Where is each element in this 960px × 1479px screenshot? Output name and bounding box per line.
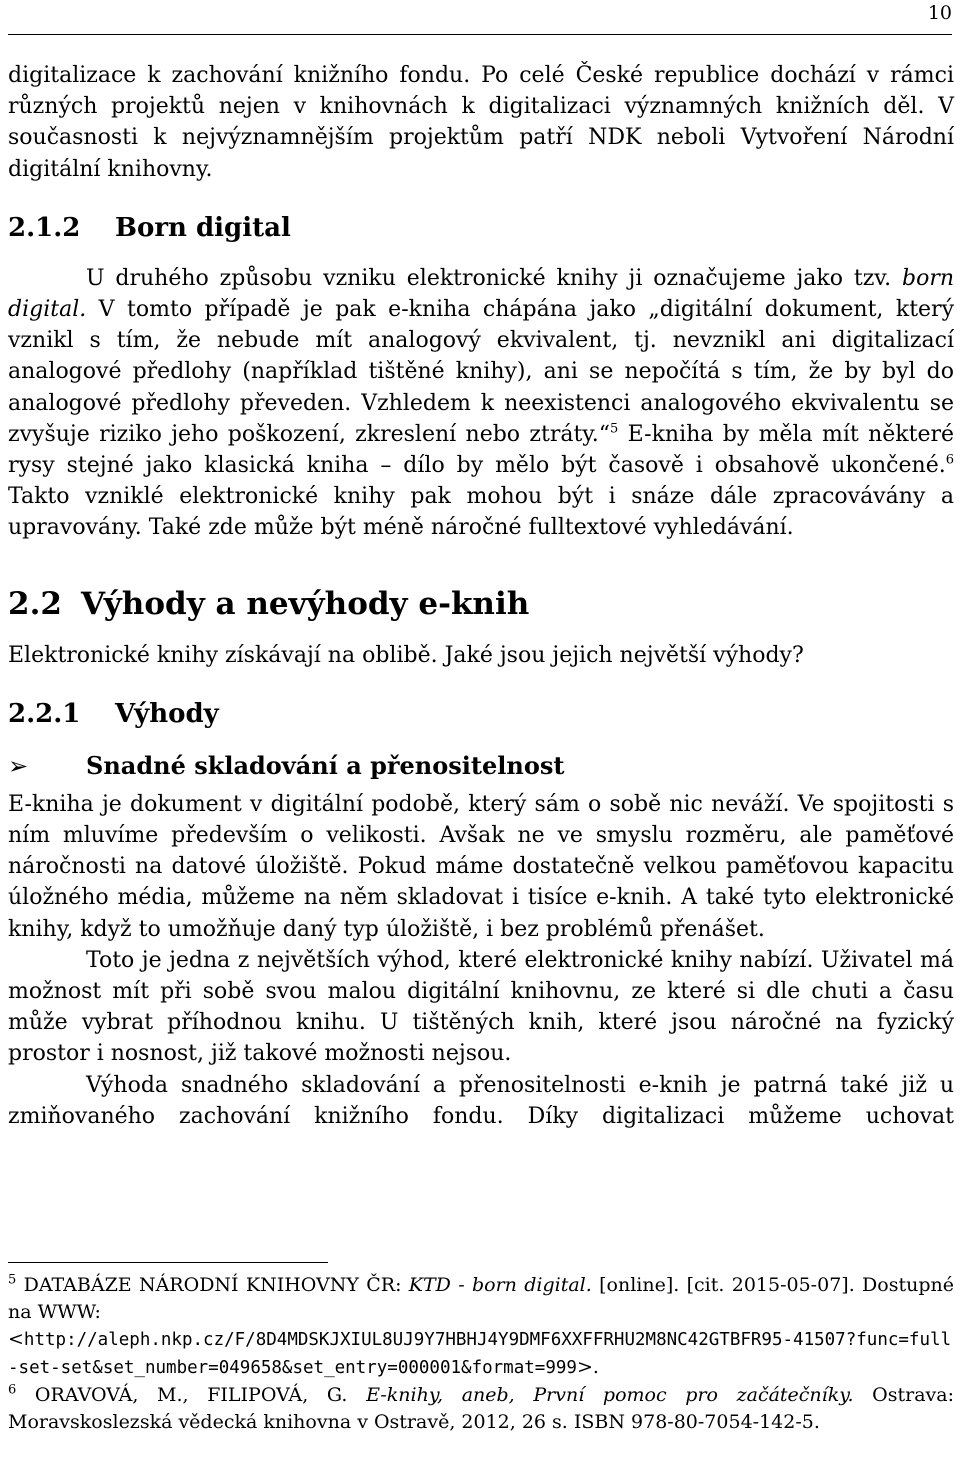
text-run: Takto vzniklé elektronické knihy pak mohou být i snáze dále zpracovávány a upravovány. Také zde může být méně náročné fulltextové vyhledávání. — [8, 484, 954, 541]
footnote-mark: 5 — [8, 1272, 17, 1288]
footnote-ref-6[interactable]: 6 — [945, 452, 954, 468]
footnote-mark: 6 — [8, 1382, 17, 1398]
arrow-bullet-icon: ➢ — [8, 751, 29, 780]
paragraph-preservation: Výhoda snadného skladování a přenositelnosti e-knih je patrná také již u zmiňovaného zachování knižního fondu. Díky digitalizaci můžeme uchovat — [8, 1072, 954, 1129]
quote-run: V tomto případě je pak e-kniha chápána jako „digitální dokument, který vznikl s tím, že nebude mít analogový ekvivalent, tj. nevznikl ani digitalizací analogové předlohy (například tištěné knihy), ani se nepočítá s tím, že by byl do analogové předlohy převeden. Vzhledem k neexistenci analogového ekvivalentu se zvyšuje riziko jeho poškození, zkreslení nebo ztráty.“ — [8, 297, 954, 447]
footnote-text: >. — [576, 1356, 599, 1378]
footnote-url-link[interactable]: http://aleph.nkp.cz/F/8D4MDSKJXIUL8UJ9Y7HBHJ4Y9DMF6XXFFRHU2M8NC42GTBFR95-41507?func=full-set-set&set_number=049658&set_entry=000001&format=999 — [8, 1330, 952, 1378]
footnote-ref-5[interactable]: 5 — [610, 421, 619, 437]
footnote-text: < — [8, 1328, 24, 1350]
header-rule — [8, 34, 952, 35]
intro-paragraph: digitalizace k zachování knižního fondu. Po celé České republice dochází v rámci různých projektů nejen v knihovnách k digitalizaci významných knižních děl. V současnosti k nejvýznamnějším projektům patří NDK neboli Vytvoření Národní digitální knihovny. — [8, 63, 954, 182]
text-run: E-kniha by měla mít některé rysy stejné jako klasická kniha – dílo by mělo být časově i obsahově ukončené. — [8, 421, 954, 479]
heading-born-digital — [8, 211, 954, 245]
footnote-text: Ostrava: Moravskoslezská vědecká knihovna v Ostravě, 2012, 26 s. ISBN 978-80-7054-142-5. — [8, 1384, 954, 1433]
heading-number: 2.1.2 — [8, 212, 81, 243]
heading-number: 2.2.1 — [8, 698, 81, 729]
document-body — [8, 60, 954, 1132]
italic-term: born digital. — [8, 265, 954, 323]
footnote-author: ORAVOVÁ, M., FILIPOVÁ, G. — [16, 1384, 367, 1406]
footnote-5 — [8, 1272, 954, 1382]
footnotes — [8, 1272, 954, 1436]
footnote-text: [online]. [cit. 2015-05-07]. Dostupné na WWW: — [8, 1274, 954, 1323]
footnote-author: DATABÁZE NÁRODNÍ KNIHOVNY ČR: — [23, 1274, 409, 1296]
heading-title: Born digital — [115, 212, 291, 243]
footnote-separator — [8, 1262, 328, 1263]
born-digital-paragraph — [8, 263, 954, 544]
heading-advantages-disadvantages — [8, 584, 954, 624]
lead-paragraph: Elektronické knihy získávají na oblibě. Jaké jsou jejich největší výhody? — [8, 642, 804, 668]
bullet-heading — [8, 749, 954, 783]
heading-advantages — [8, 697, 954, 731]
page-number: 10 — [927, 2, 952, 24]
footnote-title: KTD - born digital. — [408, 1274, 592, 1296]
bullet-title: Snadné skladování a přenositelnost — [86, 750, 565, 780]
text-run: U druhého způsobu vzniku elektronické knihy ji označujeme jako tzv. — [86, 265, 902, 291]
heading-title: Výhody — [115, 698, 219, 729]
footnote-title: E-knihy, aneb, První pomoc pro začátečníky. — [366, 1384, 854, 1406]
paragraph-storage: E-kniha je dokument v digitální podobě, který sám o sobě nic neváží. Ve spojitosti s ním mluvíme především o velikosti. Avšak ne ve smyslu rozměru, ale paměťové náročnosti na datové úložiště. Pokud máme dostatečně velkou paměťovou kapacitu úložného média, můžeme na něm skladovat i tisíce e-knih. A také tyto elektronické knihy, když to umožňuje daný typ úložiště, i bez problémů přenášet. — [8, 791, 954, 942]
footnote-6 — [8, 1382, 954, 1436]
heading-number: 2.2 — [8, 585, 62, 622]
paragraph-advantage: Toto je jedna z největších výhod, které elektronické knihy nabízí. Uživatel má možnost mít při sobě svou malou digitální knihovnu, ze které si dle chuti a času může vybrat příhodnou knihu. U tištěných knih, které jsou náročné na fyzický prostor i nosnost, již takové možnosti nejsou. — [8, 947, 954, 1067]
heading-title: Výhody a nevýhody e-knih — [81, 585, 530, 622]
